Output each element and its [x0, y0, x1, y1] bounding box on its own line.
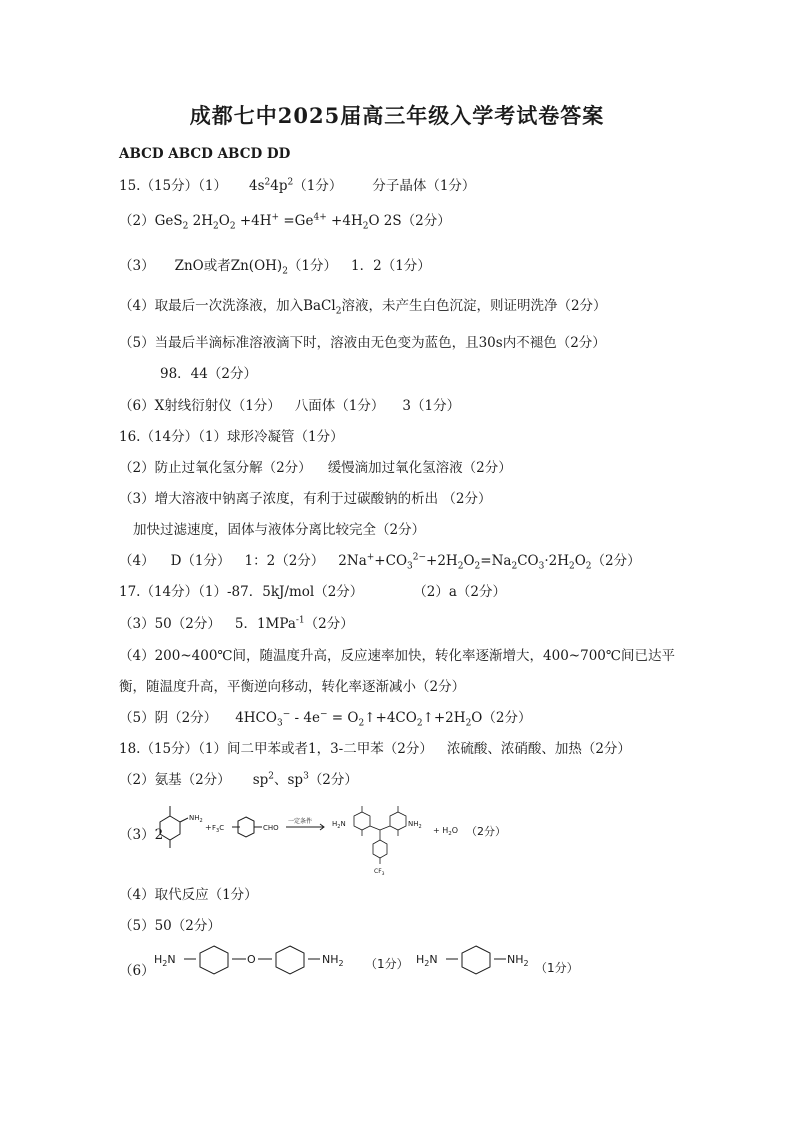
q18-line3-label: （3）2	[119, 827, 164, 843]
reactant-trifluoromethylbenzaldehyde	[212, 817, 279, 837]
answer-structure-oxydianiline	[154, 946, 344, 974]
q18-line2: （2）氨基（2分） $sp^2$、$sp^3(2$分）	[119, 771, 358, 788]
q16-line4: 加快过滤速度，固体与液体分离比较完全（2分）	[133, 522, 426, 538]
m1-oxygen-label: O	[247, 953, 256, 966]
reaction-arrow	[286, 817, 324, 830]
reactant-dimethylaniline	[160, 806, 203, 848]
m2-nh2-label: $NH_2$	[507, 953, 529, 968]
q15-line1: 15.（15分）（1） $4s^24p^2(1$分） 分子晶体（1分）	[119, 177, 476, 194]
q18-line4: （4）取代反应（1分）	[119, 887, 258, 903]
product-structure	[332, 806, 422, 877]
q18-6-score1: （1分）	[365, 957, 409, 971]
plus-sign: +	[205, 823, 212, 832]
q15-line4: （4）取最后一次洗涤液，加入BaCl$_2$溶液，未产生白色沉淀，则证明洗净（2分）	[119, 298, 607, 317]
q17-line2: （3）50（2分） 5．1MPa$^{-1}$（2分）	[119, 615, 354, 632]
choice-answers: ABCD ABCD ABCD DD	[119, 146, 291, 162]
q18-3-score: （2分）	[466, 825, 506, 838]
water-byproduct: + $H_2O$	[433, 826, 459, 837]
m1-h2n-label: $H_2N$	[154, 953, 176, 968]
reactant2-cho-label: CHO	[263, 824, 279, 832]
q16-line5: （4） D（1分） 1：2（2分） $2Na^++CO_3^{2-}+2H_2O_2=Na_2CO_3\cdot 2H_2O_2(2$分）	[119, 552, 641, 572]
reaction-condition: 一定条件	[288, 818, 313, 825]
q18-line1: 18.（15分）（1）间二甲苯或者1，3-二甲苯（2分） 浓硫酸、浓硝酸、加热（2分）	[119, 741, 631, 757]
q18-line6-label: （6）	[119, 963, 155, 979]
reaction-scheme	[150, 798, 510, 878]
q15-line7: （6）X射线衍射仪（1分） 八面体（1分） 3（1分）	[119, 398, 461, 414]
q17-line3: （4）200~400℃间，随温度升高，反应速率加快，转化率逐渐增大，400~700℃间已达平	[119, 648, 675, 664]
q16-line2: （2）防止过氧化氢分解（2分） 缓慢滴加过氧化氢溶液（2分）	[119, 460, 512, 476]
q15-line5: （5）当最后半滴标准溶液滴下时，溶液由无色变为蓝色，且30s内不褪色（2分）	[119, 335, 606, 351]
q18-6-score2: （1分）	[535, 961, 579, 975]
answer-structure-phenylenediamine	[416, 946, 529, 974]
reactant2-f3c-label: $F_3C$	[212, 824, 225, 834]
q17-line5: （5）阴（2分） $4HCO_3^- - 4e^-$ = $O_2↑+4CO_2↑+2H_2O(2$分）	[119, 709, 532, 729]
q16-line1: 16.（14分）（1）球形冷凝管（1分）	[119, 429, 344, 445]
q18-line5: （5）50（2分）	[119, 918, 221, 934]
q18-6-structures	[150, 936, 590, 982]
product-cf3-label: $CF_3$	[374, 868, 385, 877]
q16-line3: （3）增大溶液中钠离子浓度，有利于过碳酸钠的析出 （2分）	[119, 491, 492, 507]
q15-line6: 98．44（2分）	[160, 366, 257, 382]
product-h2n-left: $H_2N$	[332, 820, 346, 830]
m2-h2n-label: $H_2N$	[416, 953, 438, 968]
q17-line1: 17.（14分）（1）-87．5kJ/mol（2分） （2）a（2分）	[119, 584, 507, 600]
m1-nh2-label: $NH_2$	[322, 953, 344, 968]
q15-line2: （2）GeS$_2$ $2H_2O_2 +4H^+ =Ge^{4+} +4H_2O$ 2S（2分）	[119, 212, 451, 232]
product-nh2-right: $NH_2$	[408, 820, 422, 830]
q17-line4: 衡，随温度升高，平衡逆向移动，转化率逐渐减小（2分）	[119, 679, 466, 695]
reactant1-nh2-label: $NH_2$	[189, 814, 203, 824]
q15-line3: （3） ZnO或者$Zn(OH)_2(1$分） 1．2（1分）	[119, 258, 431, 277]
page-title: 成都七中2025届高三年级入学考试卷答案	[189, 103, 605, 128]
